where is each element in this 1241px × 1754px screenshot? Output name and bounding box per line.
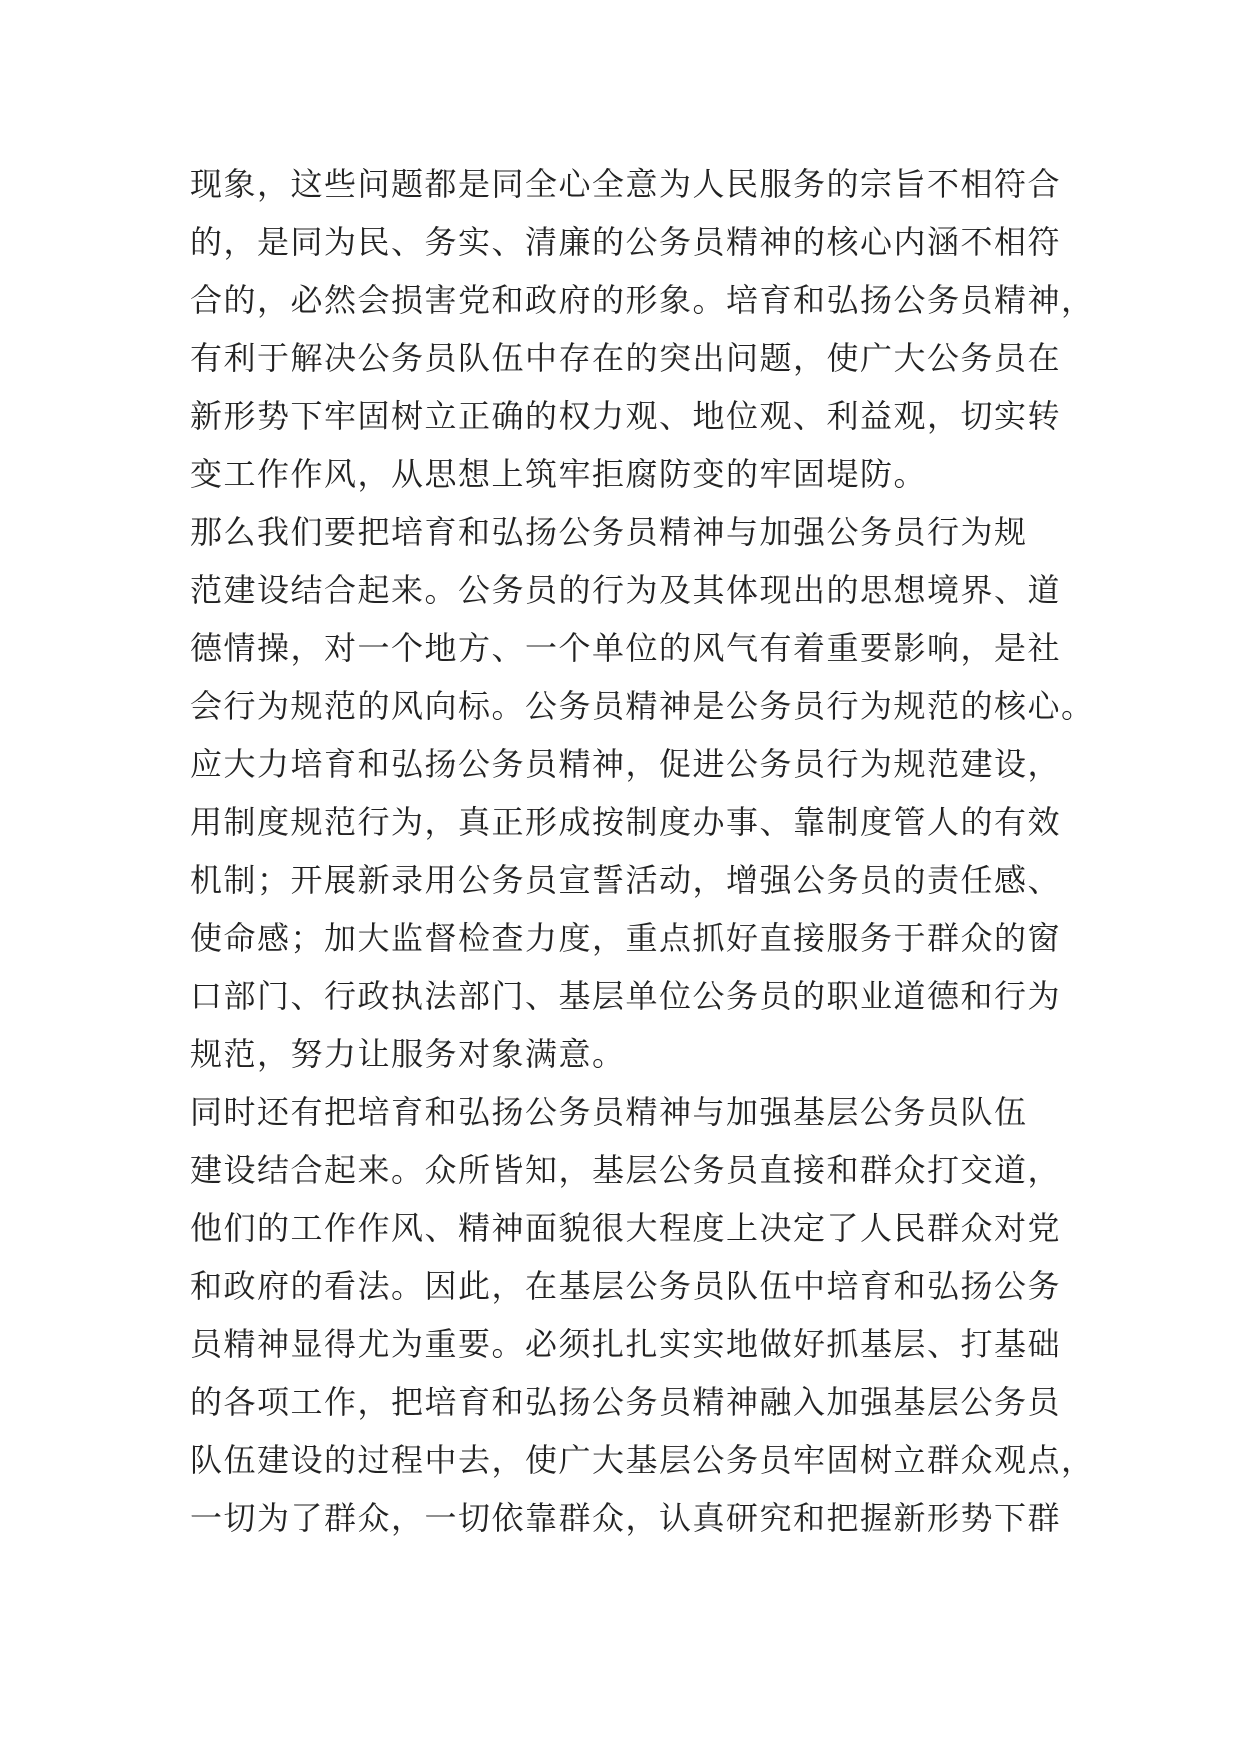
text-line: 的，是同为民、务实、清廉的公务员精神的核心内涵不相符 bbox=[190, 223, 1062, 261]
text-line: 他们的工作作风、精神面貌很大程度上决定了人民群众对党 bbox=[190, 1209, 1062, 1247]
text-line: 的各项工作，把培育和弘扬公务员精神融入加强基层公务员 bbox=[190, 1383, 1062, 1421]
text-line: 新形势下牢固树立正确的权力观、地位观、利益观，切实转 bbox=[190, 397, 1062, 435]
text-line: 德情操，对一个地方、一个单位的风气有着重要影响，是社 bbox=[190, 629, 1062, 667]
text-line: 和政府的看法。因此，在基层公务员队伍中培育和弘扬公务 bbox=[190, 1267, 1062, 1305]
text-line: 那么我们要把培育和弘扬公务员精神与加强公务员行为规 bbox=[190, 513, 1028, 551]
text-line: 有利于解决公务员队伍中存在的突出问题，使广大公务员在 bbox=[190, 339, 1062, 377]
text-line: 用制度规范行为，真正形成按制度办事、靠制度管人的有效 bbox=[190, 803, 1062, 841]
text-line: 使命感；加大监督检查力度，重点抓好直接服务于群众的窗 bbox=[190, 919, 1062, 957]
text-line: 机制；开展新录用公务员宣誓活动，增强公务员的责任感、 bbox=[190, 861, 1062, 899]
text-line: 应大力培育和弘扬公务员精神，促进公务员行为规范建设， bbox=[190, 745, 1062, 783]
text-line: 范建设结合起来。公务员的行为及其体现出的思想境界、道 bbox=[190, 571, 1062, 609]
text-line: 口部门、行政执法部门、基层单位公务员的职业道德和行为 bbox=[190, 977, 1062, 1015]
text-line: 会行为规范的风向标。公务员精神是公务员行为规范的核心。 bbox=[190, 687, 1095, 725]
text-line: 一切为了群众，一切依靠群众，认真研究和把握新形势下群 bbox=[190, 1499, 1062, 1537]
text-line: 合的，必然会损害党和政府的形象。培育和弘扬公务员精神， bbox=[190, 281, 1095, 319]
text-line: 建设结合起来。众所皆知，基层公务员直接和群众打交道， bbox=[190, 1151, 1062, 1189]
text-line: 员精神显得尤为重要。必须扎扎实实地做好抓基层、打基础 bbox=[190, 1325, 1062, 1363]
text-line: 队伍建设的过程中去，使广大基层公务员牢固树立群众观点， bbox=[190, 1441, 1095, 1479]
text-line: 规范，努力让服务对象满意。 bbox=[190, 1035, 626, 1073]
text-line: 变工作作风，从思想上筑牢拒腐防变的牢固堤防。 bbox=[190, 455, 928, 493]
text-line: 同时还有把培育和弘扬公务员精神与加强基层公务员队伍 bbox=[190, 1093, 1028, 1131]
text-line: 现象，这些问题都是同全心全意为人民服务的宗旨不相符合 bbox=[190, 165, 1062, 203]
body-text bbox=[190, 155, 1095, 1547]
